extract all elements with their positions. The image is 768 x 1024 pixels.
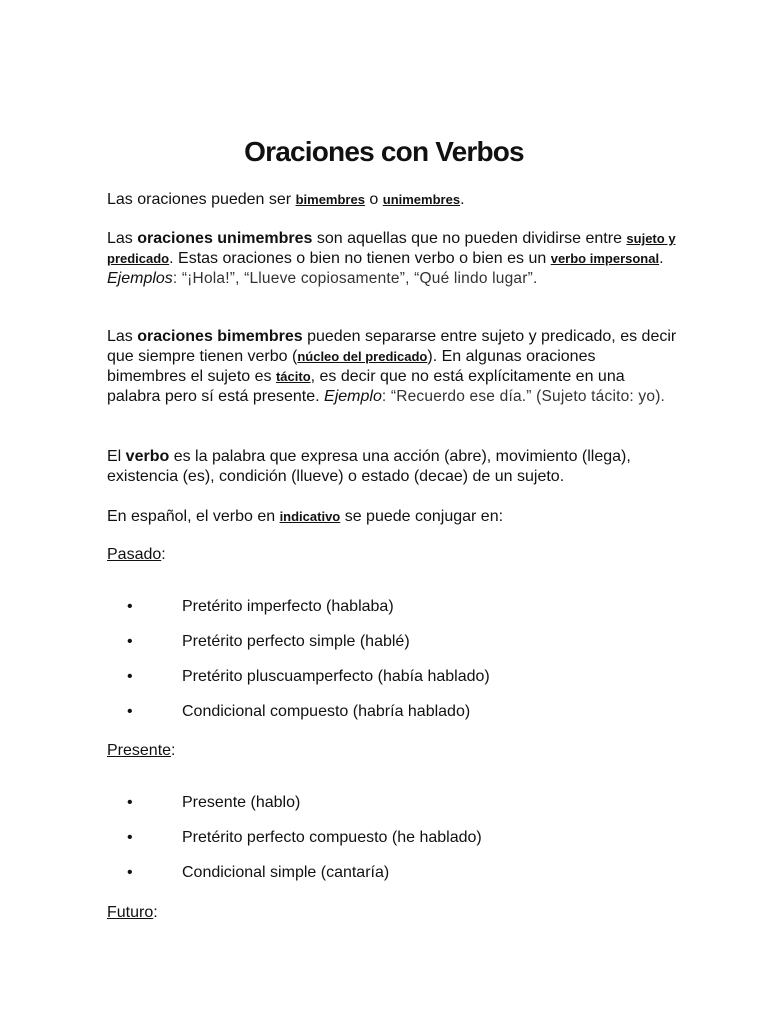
bold-term: oraciones bimembres <box>137 328 303 345</box>
paragraph-indicativo <box>107 507 677 527</box>
example-text: : “¡Hola!”, “Llueve copiosamente”, “Qué lindo lugar”. <box>172 270 538 287</box>
text: En español, el verbo en <box>107 508 280 525</box>
text: . Estas oraciones o bien no tienen verbo o bien es un <box>169 250 551 267</box>
list-item <box>0 793 768 813</box>
bullet-icon: • <box>127 829 133 846</box>
italic-label: Ejemplos <box>107 270 173 287</box>
term-sujeto-predicado: sujeto y predicado <box>107 231 676 266</box>
term-indicativo: indicativo <box>279 509 341 524</box>
list-item <box>0 863 768 883</box>
page-title: Oraciones con Verbos <box>244 136 524 167</box>
list-item-text: Condicional simple (cantaría) <box>182 864 390 881</box>
text: . <box>659 250 664 267</box>
bullet-icon: • <box>127 703 133 720</box>
text: son aquellas que no pueden dividirse entre <box>312 230 627 247</box>
colon: : <box>171 742 176 759</box>
list-item <box>0 632 768 652</box>
list-item-text: Pretérito imperfecto (hablaba) <box>182 598 394 615</box>
list-item <box>0 828 768 848</box>
text: se puede conjugar en: <box>340 508 504 525</box>
bullet-icon: • <box>127 668 133 685</box>
text: Las <box>107 328 138 345</box>
term-verbo-impersonal: verbo impersonal <box>550 251 660 266</box>
bullet-icon: • <box>127 633 133 650</box>
text: El <box>107 448 126 465</box>
section-label: Futuro <box>107 904 154 921</box>
text: es la palabra que expresa una acción (abre), movimiento (llega), existencia (es), condición (llueve) o estado (decae) de un sujeto. <box>107 448 631 485</box>
text: pueden separarse entre sujeto y predicado, es decir que siempre tienen verbo ( <box>107 328 677 365</box>
term-tacito: tácito <box>275 369 311 384</box>
text: Las <box>107 230 138 247</box>
list-item <box>0 667 768 687</box>
list-item-text: Pretérito perfecto compuesto (he hablado) <box>182 829 482 846</box>
section-heading-futuro <box>107 903 677 923</box>
list-item-text: Pretérito pluscuamperfecto (había hablado) <box>182 668 490 685</box>
text: , es decir que no está explícitamente en una palabra pero sí está presente. <box>107 368 625 405</box>
list-item <box>0 702 768 722</box>
bullet-icon: • <box>127 794 133 811</box>
colon: : <box>161 546 166 563</box>
bold-term: oraciones unimembres <box>137 230 313 247</box>
paragraph-unimembres <box>107 229 677 289</box>
term-nucleo-predicado: núcleo del predicado <box>297 349 428 364</box>
bold-term: verbo <box>125 448 170 465</box>
italic-label: Ejemplo <box>324 388 382 405</box>
list-item-text: Pretérito perfecto simple (hablé) <box>182 633 410 650</box>
bullet-icon: • <box>127 598 133 615</box>
list-item <box>0 597 768 617</box>
text: . <box>460 191 465 208</box>
text: Las oraciones pueden ser <box>107 191 296 208</box>
term-unimembres: unimembres <box>382 192 461 207</box>
paragraph-verbo <box>107 447 677 487</box>
list-item-text: Presente (hablo) <box>182 794 301 811</box>
paragraph-intro <box>107 190 677 210</box>
section-label: Pasado <box>107 546 162 563</box>
section-label: Presente <box>107 742 172 759</box>
text: ). En algunas oraciones bimembres el sujeto es <box>107 348 596 385</box>
term-bimembres: bimembres <box>295 192 365 207</box>
colon: : <box>153 904 158 921</box>
section-heading-pasado <box>107 545 677 565</box>
text: o <box>364 191 383 208</box>
bullet-icon: • <box>127 864 133 881</box>
list-item-text: Condicional compuesto (habría hablado) <box>182 703 471 720</box>
example-text: : “Recuerdo ese día.” (Sujeto tácito: yo). <box>381 388 666 405</box>
section-heading-presente <box>107 741 677 761</box>
paragraph-bimembres <box>107 327 677 407</box>
